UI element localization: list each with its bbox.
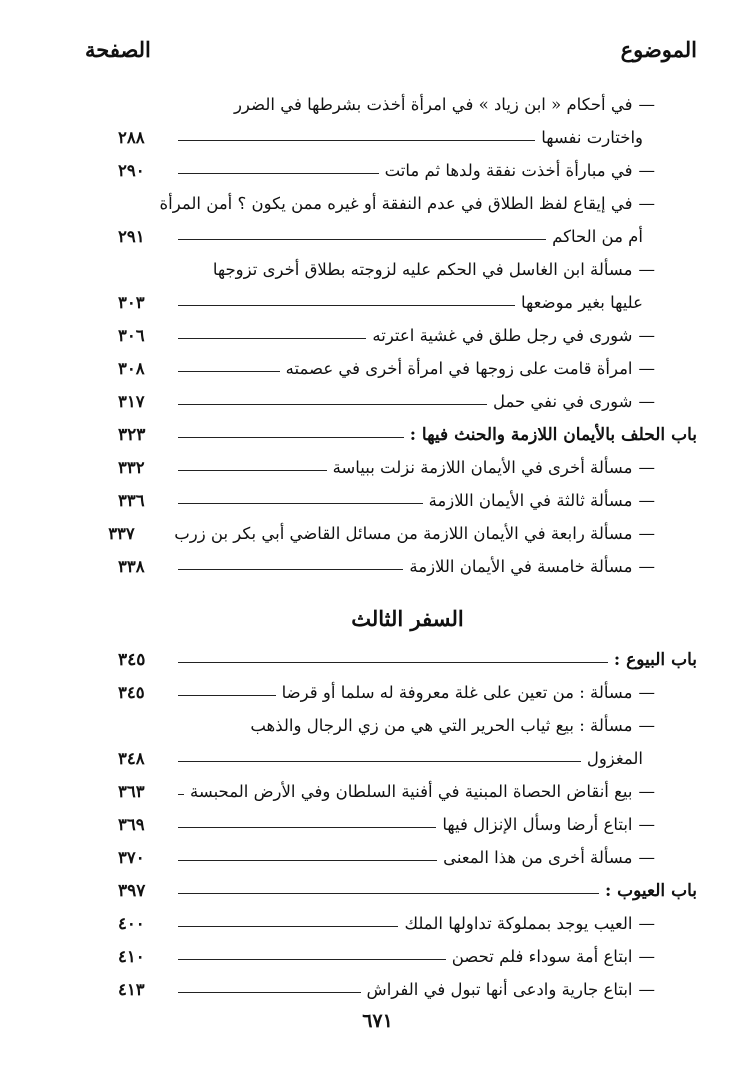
leader-line (178, 926, 398, 927)
entry-dash: — (638, 392, 655, 411)
entry-page-number: ٣٤٥ (118, 649, 146, 670)
toc-entry (118, 253, 655, 286)
entry-page-number: ٣٣٧ (108, 524, 135, 543)
leader-line (178, 569, 403, 570)
entry-title: مسألة ثالثة في الأيمان اللازمة (428, 491, 633, 510)
entry-dash: — (638, 683, 655, 702)
entry-title: مسألة ابن الغاسل في الحكم عليه لزوجته بطلاق أخرى تزوجها (212, 260, 633, 279)
entry-title: مسألة خامسة في الأيمان اللازمة (409, 557, 633, 576)
entry-dash: — (638, 914, 655, 933)
entry-dash: — (638, 359, 655, 378)
leader-line (178, 860, 437, 861)
entry-page-number: ٣٩٧ (118, 880, 146, 901)
entry-page-number: ٣٧٠ (118, 848, 145, 867)
chapter-entry (118, 643, 697, 676)
toc-entry (118, 973, 655, 1006)
section-title: السفر الثالث (351, 606, 464, 631)
leader-line (178, 662, 608, 663)
entry-page-number: ٣٠٦ (118, 326, 145, 345)
leader-line (178, 338, 366, 339)
entry-page-number: ٢٩٠ (118, 161, 145, 180)
entry-dash: — (638, 716, 655, 735)
entry-title: باب الحلف بالأيمان اللازمة والحنث فيها : (409, 424, 697, 445)
leader-line (178, 437, 404, 438)
entry-title: شورى في نفي حمل (492, 392, 633, 411)
entry-title: امرأة قامت على زوجها في امرأة أخرى في عصمته (285, 359, 633, 378)
leader-line (178, 695, 276, 696)
leader-line (178, 794, 184, 795)
column-header (85, 32, 697, 66)
chapter-entry (118, 874, 697, 907)
leader-line (178, 761, 581, 762)
entry-page-number: ٣٣٦ (118, 491, 145, 510)
leader-line (178, 470, 327, 471)
entry-dash: — (638, 815, 655, 834)
leader-line (178, 173, 379, 174)
toc-entry (118, 220, 655, 253)
table-of-contents (108, 88, 697, 1006)
entry-title: ابتاع جارية وادعى أنها تبول في الفراش (366, 980, 633, 999)
entry-dash: — (638, 458, 655, 477)
toc-entry (118, 385, 655, 418)
toc-entry (118, 154, 655, 187)
entry-dash: — (638, 491, 655, 510)
toc-entry (118, 907, 655, 940)
entry-page-number: ٢٨٨ (118, 128, 145, 147)
leader-line (178, 305, 515, 306)
toc-entry (118, 484, 655, 517)
toc-entry (118, 451, 655, 484)
leader-line (178, 503, 423, 504)
entry-title: مسألة رابعة في الأيمان اللازمة من مسائل القاضي أبي بكر بن زرب (174, 524, 633, 543)
toc-entry (118, 808, 655, 841)
entry-title: شورى في رجل طلق في غشية اعترته (372, 326, 633, 345)
entry-title: أم من الحاكم (552, 227, 643, 246)
entry-page-number: ٣٦٣ (118, 782, 145, 801)
entry-page-number: ٢٩١ (118, 227, 145, 246)
entry-dash: — (638, 260, 655, 279)
toc-entry (118, 88, 655, 121)
entry-page-number: ٣٣٢ (118, 458, 145, 477)
entry-dash: — (638, 782, 655, 801)
entry-page-number: ٣٣٨ (118, 557, 145, 576)
toc-part-one (108, 88, 697, 583)
entry-page-number: ٣٤٥ (118, 683, 145, 702)
toc-entry (118, 742, 655, 775)
toc-entry (118, 775, 655, 808)
entry-dash: — (638, 194, 655, 213)
header-topic: الموضوع (620, 36, 697, 62)
entry-title: العيب يوجد بمملوكة تداولها الملك (404, 914, 633, 933)
entry-page-number: ٤١٠ (118, 947, 145, 966)
toc-entry (118, 352, 655, 385)
chapter-entry (118, 418, 697, 451)
toc-entry (118, 841, 655, 874)
leader-line (178, 827, 436, 828)
entry-title: واختارت نفسها (541, 128, 643, 147)
entry-title: مسألة أخرى من هذا المعنى (443, 848, 633, 867)
leader-line (178, 404, 487, 405)
entry-title: باب العيوب : (604, 880, 697, 901)
entry-title: مسألة أخرى في الأيمان اللازمة نزلت ببياسة (332, 458, 633, 477)
entry-title: في إيقاع لفظ الطلاق في عدم النفقة أو غيره ممن يكون ؟ أمن المرأة (159, 194, 633, 213)
entry-title: مسألة : بيع ثياب الحرير التي هي من زي الرجال والذهب (250, 716, 633, 735)
leader-line (178, 992, 361, 993)
entry-page-number: ٣١٧ (118, 392, 145, 411)
entry-page-number: ٣٦٩ (118, 815, 145, 834)
entry-page-number: ٣٢٣ (118, 424, 146, 445)
entry-dash: — (638, 947, 655, 966)
entry-dash: — (638, 980, 655, 999)
toc-entry (118, 286, 655, 319)
toc-entry (118, 940, 655, 973)
entry-title: ابتاع أمة سوداء فلم تحصن (451, 947, 633, 966)
entry-page-number: ٣٤٨ (118, 749, 145, 768)
toc-entry (108, 517, 655, 550)
entry-page-number: ٤١٣ (118, 980, 145, 999)
toc-entry (118, 676, 655, 709)
leader-line (178, 140, 535, 141)
entry-title: المغزول (586, 749, 643, 768)
entry-dash: — (638, 161, 655, 180)
entry-dash: — (638, 326, 655, 345)
toc-entry (118, 550, 655, 583)
entry-dash: — (638, 557, 655, 576)
leader-line (178, 959, 446, 960)
entry-dash: — (638, 95, 655, 114)
toc-entry (118, 121, 655, 154)
entry-title: باب البيوع : (613, 649, 697, 670)
leader-line (178, 239, 546, 240)
entry-title: ابتاع أرضا وسأل الإنزال فيها (442, 815, 633, 834)
header-page: الصفحة (85, 36, 151, 62)
toc-entry (118, 709, 655, 742)
entry-dash: — (638, 524, 655, 543)
entry-page-number: ٣٠٨ (118, 359, 145, 378)
entry-page-number: ٤٠٠ (118, 914, 145, 933)
entry-title: في مبارأة أخذت نفقة ولدها ثم ماتت (384, 161, 633, 180)
leader-line (178, 371, 280, 372)
entry-page-number: ٣٠٣ (118, 293, 145, 312)
toc-entry (118, 319, 655, 352)
page-number: ٦٧١ (362, 1010, 393, 1032)
entry-title: بيع أنقاض الحصاة المبنية في أفنية السلطان وفي الأرض المحبسة (190, 782, 633, 801)
entry-title: عليها بغير موضعها (520, 293, 643, 312)
leader-line (178, 893, 599, 894)
toc-entry (118, 187, 655, 220)
entry-title: مسألة : من تعين على غلة معروفة له سلما أو قرضا (281, 683, 633, 702)
toc-part-two (118, 643, 697, 1006)
entry-dash: — (638, 848, 655, 867)
entry-title: في أحكام « ابن زياد » في امرأة أخذت بشرطها في الضرر (233, 95, 633, 114)
